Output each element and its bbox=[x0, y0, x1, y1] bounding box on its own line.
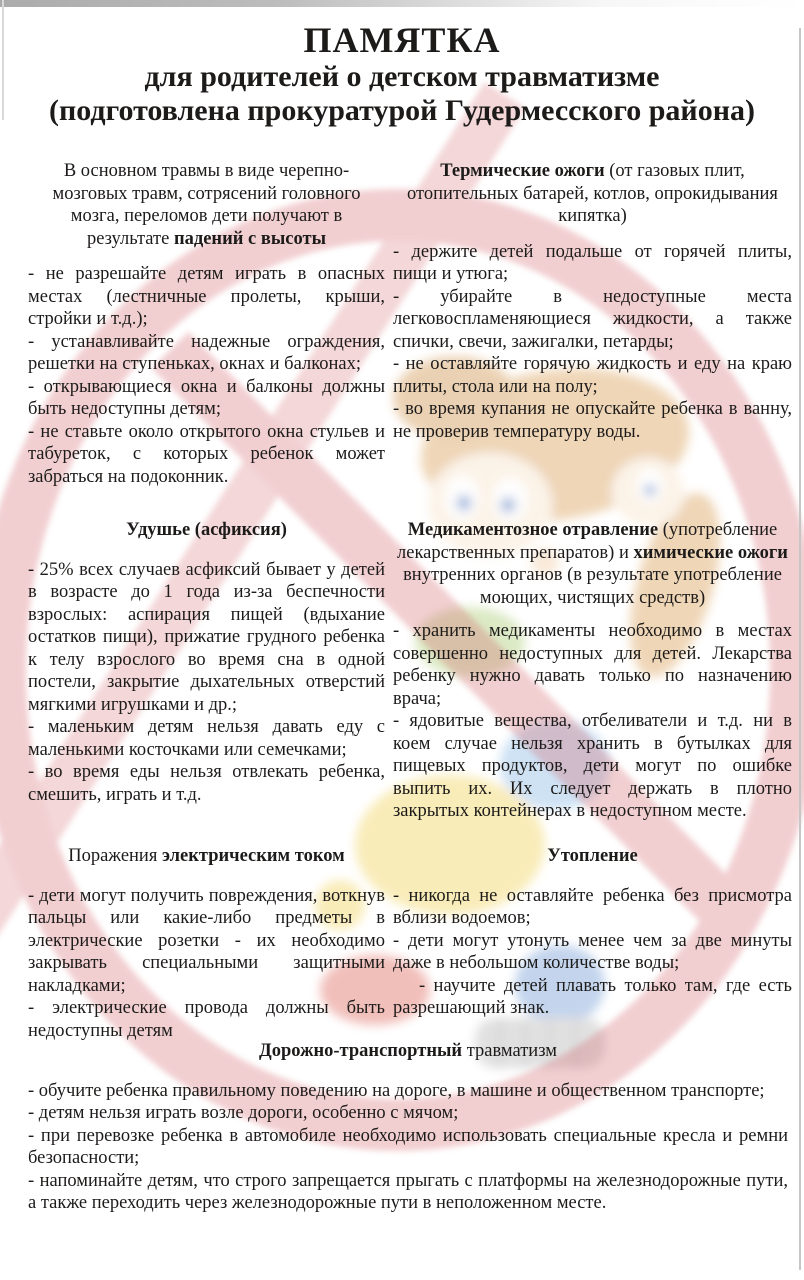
scan-edge-top bbox=[0, 0, 804, 7]
section-traffic bbox=[0, 1040, 804, 1215]
thermal-bullet-1: - держите детей подальше от горячей плиты, пищи и утюга; bbox=[393, 241, 792, 284]
scan-edge-left bbox=[2, 0, 4, 120]
falls-bullet-4: - не ставьте около открытого окна стульев и табуреток, с которых ребенок может забраться на подоконник. bbox=[28, 421, 385, 487]
falls-bullet-2: - устанавливайте надежные ограждения, решетки на ступеньках, окнах и балконах; bbox=[28, 331, 385, 374]
thermal-heading: Термические ожоги (от газовых плит, отопительных батарей, котлов, опрокидывания кипятка) bbox=[407, 161, 778, 226]
thermal-bullet-4: - во время купания не опускайте ребенка в ванну, не проверив температуру воды. bbox=[393, 399, 792, 442]
drowning-bullet-1: - никогда не оставляйте ребенка без присмотра вблизи водоемов; bbox=[393, 885, 792, 928]
section-falls bbox=[28, 160, 385, 519]
asphyxia-bullet-2: - маленьким детям нельзя давать еду с маленькими косточками или семечками; bbox=[28, 717, 385, 760]
electric-heading: Поражения электрическим током bbox=[68, 846, 345, 866]
asphyxia-bullet-1: - 25% всех случаев асфиксий бывает у детей в возрасте до 1 года из-за беспечности взрослых: аспирация пищей (вдыхание остатков пищи), прижатие грудного ребенка к телу взрослого во время сна в одной постели, закрытие дыхательных отверстий мягкими игрушками и др.; bbox=[28, 559, 385, 715]
falls-bullet-1: - не разрешайте детям играть в опасных местах (лестничные пролеты, крыши, стройки и т.д.); bbox=[28, 264, 385, 329]
section-medication bbox=[393, 519, 792, 845]
section-asphyxia bbox=[28, 519, 385, 845]
thermal-bullet-2: - убирайте в недоступные места легковоспламеняющиеся жидкости, а также спички, свечи, зажигалки, петарды; bbox=[393, 286, 792, 352]
section-electric bbox=[28, 845, 385, 1040]
traffic-bullet-3: - при перевозке ребенка в автомобиле необходимо использовать специальные кресла и ремни безопасности; bbox=[28, 1125, 788, 1168]
section-thermal bbox=[393, 160, 792, 519]
drowning-bullet-3: - научите детей плавать только там, где есть разрешающий знак. bbox=[393, 975, 792, 1018]
traffic-heading: Дорожно-транспортный травматизм bbox=[259, 1041, 557, 1061]
memo-header bbox=[0, 0, 804, 128]
medication-bullet-1: - хранить медикаменты необходимо в местах совершенно недоступных для детей. Лекарства ребенку нужно давать только по назначению врача; bbox=[393, 621, 792, 709]
memo-subtitle-line1: для родителей о детском травматизме bbox=[144, 60, 660, 93]
section-drowning bbox=[393, 845, 792, 1040]
memo-subtitle-line2: (подготовлена прокуратурой Гудермесского района) bbox=[49, 94, 755, 127]
falls-bullet-3: - открывающиеся окна и балконы должны быть недоступны детям; bbox=[28, 376, 385, 419]
thermal-bullet-3: - не оставляйте горячую жидкость и еду на краю плиты, стола или на полу; bbox=[393, 354, 792, 397]
scan-edge-right bbox=[799, 28, 801, 1270]
falls-intro: В основном травмы в виде черепно-мозговых травм, сотрясений головного мозга, переломов дети получают в результате падений с высоты bbox=[52, 161, 361, 249]
drowning-heading: Утопление bbox=[547, 846, 638, 866]
drowning-bullet-2: - дети могут утонуть менее чем за две минуты даже в небольшом количестве воды; bbox=[393, 930, 792, 973]
traffic-bullet-2: - детям нельзя играть возле дороги, особенно с мячом; bbox=[28, 1103, 459, 1123]
electric-bullet-2: - электрические провода должны быть недоступны детям bbox=[28, 998, 385, 1041]
electric-bullet-1: - дети могут получить повреждения, воткнув пальцы или какие-либо предметы в электрические розетки - их необходимо закрывать специальными защитными накладками; bbox=[28, 885, 385, 996]
asphyxia-heading: Удушье (асфиксия) bbox=[126, 520, 287, 540]
memo-title: ПАМЯТКА bbox=[303, 20, 501, 60]
asphyxia-bullet-3: - во время еды нельзя отвлекать ребенка, смешить, играть и т.д. bbox=[28, 762, 385, 805]
two-column-body bbox=[0, 160, 804, 1040]
medication-bullet-2: - ядовитые вещества, отбеливатели и т.д. ни в коем случае нельзя хранить в бутылках для пищевых продуктов, дети могут по ошибке выпить их. Их следует держать в плотно закрытых контейнерах в недоступном месте. bbox=[393, 711, 792, 821]
traffic-bullet-4: - напоминайте детям, что строго запрещается прыгать с платформы на железнодорожные пути, а также переходить через железнодорожные пути в неположенном месте. bbox=[28, 1170, 788, 1213]
medication-heading: Медикаментозное отравление (употребление лекарственных препаратов) и химические ожоги внутренних органов (в результате употребление моющих, чистящих средств) bbox=[397, 520, 788, 608]
traffic-bullet-1: - обучите ребенка правильному поведению на дороге, в машине и общественном транспорте; bbox=[28, 1080, 765, 1101]
